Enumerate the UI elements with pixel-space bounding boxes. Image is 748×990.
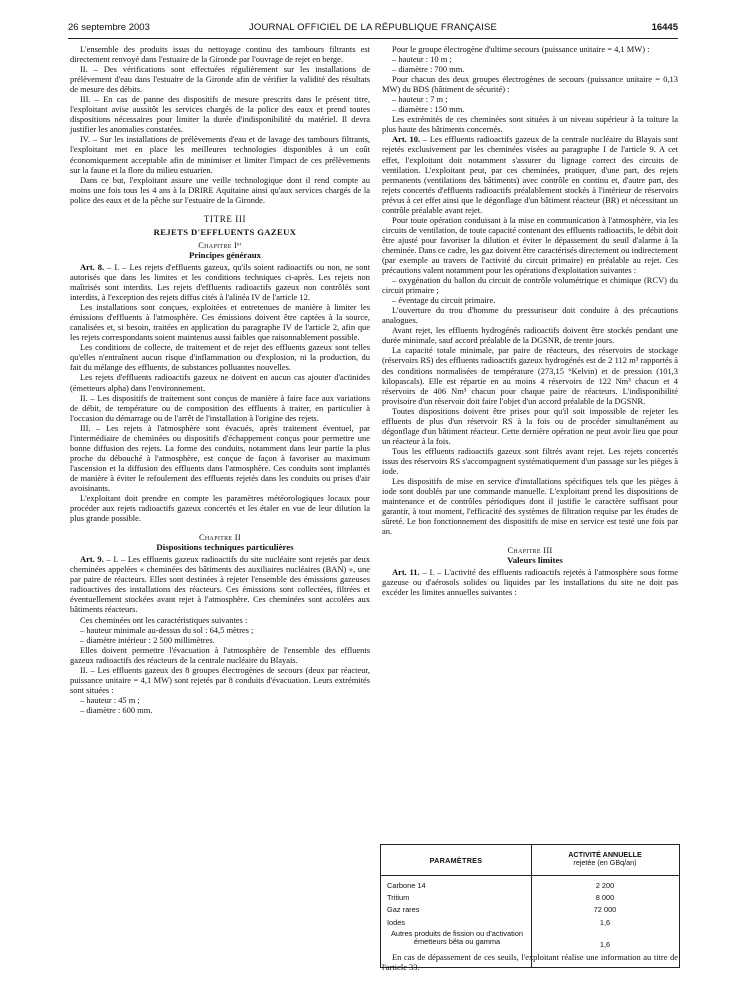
paragraph: Ces cheminées ont les caractéristiques suivantes : — [80, 614, 248, 625]
paragraph: Avant rejet, les effluents hydrogénés radioactifs doivent être stockés pendant une durée minimale, sauf accord préalable de la DGSNR, de trente jours. — [382, 325, 678, 346]
paragraph: III. – En cas de panne des dispositifs de mesure prescrits dans le présent titre, l'exploitant avise aussitôt les services chargés de la police des eaux et prend toutes dispositions nécessaires pour limiter la durée d'indisponibilité du matériel. Il devra justifier les anomalies constatées. — [70, 94, 370, 135]
chapter-title: Dispositions techniques particulières — [156, 542, 294, 553]
list-item: – hauteur : 45 m ; — [80, 694, 140, 705]
paragraph: Pour toute opération conduisant à la mise en communication à l'atmosphère, via les circuits de ventilation, de toute capacité contenant des effluents radioactifs, le débit doit être ajusté pour favoriser la dilution et éviter le dépassement du seuil d'alarme à la cheminée. Dans ce cadre, les gaz doivent être caractérisés directement ou indirectement (par exemple au travers de l'activité du circuit primaire) en préalable au rejet. Ces précautions valent notamment pour les opérations d'exploitation suivantes : — [382, 214, 678, 276]
paragraph: IV. – Sur les installations de prélèvements d'eau et de lavage des tambours filtrants, l'exploitant met en place les meilleures technologies disponibles à un coût économiquement acceptable afin de minimiser et limiter l'impact de ces prélèvements sur la faune et la flore du milieu estuarien. — [70, 134, 370, 175]
paragraph: L'exploitant doit prendre en compte les paramètres météorologiques locaux pour procéder aux rejets radioactifs gazeux concertés et les étaler en vue de leur dilution la plus grande possible. — [70, 493, 370, 524]
paragraph: Toutes dispositions doivent être prises pour qu'il soit impossible de rejeter les effluents de plus d'un réservoir RS à la fois ou de procéder simultanément au dégonflage d'un bâtiment réacteur. Cette dernière opération ne peut avoir lieu que pour un réacteur à la fois. — [382, 405, 678, 446]
article-label: Art. 10. — [392, 134, 421, 145]
paragraph: III. – Les rejets à l'atmosphère sont évacués, après traitement éventuel, par l'intermédiaire de cheminées ou dispositifs d'échappement conçus pour permettre une bonne diffusion des rejets. La forme des conduits, notamment dans leur partie la plus proche du débouché à l'atmosphère, est conçue de façon à favoriser au maximum l'ascension et la diffusion des effluents dans l'atmosphère. Ces conduits sont implantés de manière à éviter le refoulement des effluents rejetés dans les conduits ou prises d'air avoisinants. — [70, 422, 370, 493]
paragraph: Dans ce but, l'exploitant assure une veille technologique dont il rend compte au moins une fois tous les 4 ans à la DRIRE Aquitaine ainsi qu'aux services chargés de la police des eaux et de la pêche sur l'estuaire de la Gironde. — [70, 174, 370, 205]
parameter-label: Iodes — [387, 917, 406, 927]
list-item: – hauteur minimale au-dessus du sol : 64,5 mètres ; — [80, 624, 254, 635]
closing-paragraph — [382, 952, 678, 972]
column-header-activity: ACTIVITÉ ANNUELLE rejetée (en GBq/an) — [568, 850, 642, 868]
page-number: 16445 — [651, 22, 678, 33]
paragraph: Pour chacun des deux groupes électrogènes de secours (puissance unitaire = 0,13 MW) du BDS (bâtiment de sécurité) : — [382, 74, 678, 95]
article-label: Art. 9. — [80, 554, 104, 565]
paragraph: L'ensemble des produits issus du nettoyage continu des tambours filtrants est directement renvoyé dans l'estuaire de la Gironde par l'ouvrage de rejet en berge. — [70, 44, 370, 65]
issue-date: 26 septembre 2003 — [68, 22, 150, 33]
chapter-heading: Chapitre II — [199, 532, 241, 543]
paragraph: La capacité totale minimale, par paire de réacteurs, des réservoirs de stockage (réservoirs RS) des effluents radioactifs gazeux hydrogénés est de 2 112 m³ rapportés à des conditions normalisées de température (273,15 °Kelvin) et de pression (101,3 kilopascals). Elle est répartie en au moins 4 réservoirs de 122 Nm³ chacun et 4 réservoirs de 406 Nm³ chacun pour chaque paire de réacteurs. L'indisponibilité provisoire d'un réservoir doit faire l'objet d'un accord préalable de la DGSNR. — [382, 345, 678, 406]
list-item: – éventage du circuit primaire. — [392, 295, 496, 306]
article-8-paragraph: Art. 8. – I. – Les rejets d'effluents gazeux, qu'ils soient radioactifs ou non, ne sont autorisés que dans les limites et les conditions techniques ci-après. Les rejets non maîtrisés sont interdits. Les rejets d'effluents radioactifs gazeux non contrôlés sont interdits, à l'exception des rejets diffus cités à l'alinéa IV de l'article 12. — [70, 261, 370, 303]
article-label: Art. 11. — [392, 567, 420, 578]
paragraph: II. – Les dispositifs de traitement sont conçus de manière à faire face aux variations de débit, de température ou de composition des effluents à traiter, en particulier à l'occasion du démarrage ou de l'arrêt de l'installation à l'origine des rejets. — [70, 392, 370, 423]
activity-value: 72 000 — [593, 905, 617, 915]
parameter-label: Carbone 14 — [387, 881, 426, 890]
paragraph: Les rejets d'effluents radioactifs gazeux ne doivent en aucun cas ajouter d'actinides (émetteurs alpha) dans l'environnement. — [70, 372, 370, 393]
table-row — [381, 905, 679, 917]
paragraph: Elles doivent permettre l'évacuation à l'atmosphère de l'ensemble des effluents gazeux radioactifs des réacteurs de la centrale nucléaire du Blayais. — [70, 644, 370, 665]
paragraph: Les installations sont conçues, exploitées et entretenues de manière à limiter les émissions d'effluents à l'atmosphère. Ces émissions doivent être captées à la source, canalisées et, si besoin, traitées en application du paragraphe IV de l'article 2, afin que les rejets correspondants soient maintenus aussi faibles que raisonnablement possible. — [70, 302, 370, 343]
table-header — [381, 845, 679, 876]
table-row — [381, 930, 679, 952]
article-10-paragraph: Art. 10. – Les effluents radioactifs gazeux de la centrale nucléaire du Blayais sont rejetés exclusivement par les cheminées visées au paragraphe I de l'article 9. A cet effet, l'exploitant doit notamment s'assurer du lignage correct des circuits de ventilation. L'exploitant peut, par ces cheminées, pratiquer, d'une part, des rejets permanents (ventilations des bâtiments) avec contrôle en continu et, d'autre part, des rejets concertés d'effluents radioactifs préalablement stockés à l'intérieur de réservoirs prévus à cet effet ainsi que le dégonflage d'un bâtiment réacteur (BR) et nécessitant un contrôle préalable avant rejet. — [382, 134, 678, 215]
list-item: – hauteur : 7 m ; — [392, 94, 448, 105]
paragraph: Les extrémités de ces cheminées sont situées à un niveau supérieur à la toiture la plus haute des bâtiments concernés. — [382, 114, 678, 135]
parameter-label: Gaz rares — [387, 905, 420, 915]
paragraph: En cas de dépassement de ces seuils, l'exploitant réalise une information au titre de l'article 33. — [382, 952, 678, 973]
journal-title: JOURNAL OFFICIEL DE LA RÉPUBLIQUE FRANÇAISE — [248, 22, 498, 33]
activity-value: 2 200 — [595, 881, 615, 890]
list-item: – oxygénation du ballon du circuit de contrôle volumétrique et chimique (RCV) du circuit primaire ; — [382, 275, 678, 296]
table-row — [381, 893, 679, 905]
list-item: – diamètre : 150 mm. — [392, 104, 465, 115]
title-subheading: REJETS D'EFFLUENTS GAZEUX — [153, 226, 297, 237]
title-heading: TITRE III — [203, 213, 247, 224]
header-rule — [68, 38, 678, 39]
paragraph: Les conditions de collecte, de traitement et de rejet des effluents gazeux sont telles qu'elles n'entraînent aucun risque d'inflammation ou d'explosion, ni la production, du fait du mélange des effluents, de substances polluantes nouvelles. — [70, 342, 370, 373]
article-label: Art. 8. — [80, 261, 105, 272]
parameter-label: Tritium — [387, 893, 410, 903]
list-item: – diamètre : 700 mm. — [392, 64, 465, 75]
article-9-paragraph: Art. 9. – I. – Les effluents gazeux radioactifs du site nucléaire sont rejetés par deux cheminées appelées « cheminées des bâtiments des auxiliaires nucléaires (BAN) », une par paire de réacteurs. Elles sont destinées à rejeter l'ensemble des émissions gazeuses radioactives des installations des réacteurs. Ces émissions sont collectées, filtrées et éventuellement stockées avant rejet à l'atmosphère. Ces cheminées sont accolées aux bâtiments réacteurs. — [70, 554, 370, 615]
left-column — [70, 44, 370, 715]
paragraph: Pour le groupe électrogène d'ultime secours (puissance unitaire = 4,1 MW) : — [392, 44, 650, 54]
column-header-parameters: PARAMÈTRES — [429, 856, 483, 865]
table-row — [381, 881, 679, 893]
paragraph: II. – Des vérifications sont effectuées régulièrement sur les installations de prélèvement d'eau dans l'estuaire de la Gironde afin de vérifier la validité des résultats de mesure des débits. — [70, 64, 370, 95]
chapter-title: Valeurs limites — [507, 555, 563, 566]
paragraph: Tous les effluents radioactifs gazeux sont filtrés avant rejet. Les rejets concertés issus des réservoirs RS s'accompagnent systématiquement d'un passage sur les pièges à iode. — [382, 445, 678, 476]
activity-value: 1,6 — [599, 939, 611, 949]
activity-value: 1,6 — [599, 917, 611, 927]
page-header — [68, 20, 678, 36]
list-item: – hauteur : 10 m ; — [392, 54, 452, 65]
list-item: – diamètre : 600 mm. — [80, 704, 153, 715]
chapter-heading: Chapitre III — [507, 545, 553, 556]
parameter-label: Autres produits de fission ou d'activation émetteurs bêta ou gamma — [390, 929, 524, 947]
chapter-title: Principes généraux — [188, 249, 262, 260]
article-11-paragraph: Art. 11. – I. – L'activité des effluents radioactifs rejetés à l'atmosphère sous forme gazeuse ou d'aérosols solides ou liquides par les installations du site ne doit pas excéder les limites annuelles suivantes : — [382, 567, 678, 598]
list-item: – diamètre intérieur : 2 500 millimètres. — [80, 634, 215, 645]
chapter-heading: Chapitre Iᵉʳ — [198, 239, 242, 250]
activity-value: 8 000 — [595, 893, 615, 903]
table-row — [381, 918, 679, 930]
paragraph: Les dispositifs de mise en service d'installations spécifiques tels que les pièges à iode sont doublés par une commande manuelle. L'exploitant prend les dispositions de maintenance et de contrôles périodiques dont il justifie le caractère suffisant pour garantir, à tout moment, l'efficacité des systèmes de filtration requise par les études de sûreté. Le bon fonctionnement des dispositifs de mise en service est testé une fois par an. — [382, 476, 678, 537]
right-column — [382, 44, 678, 598]
annual-limits-table — [380, 844, 680, 968]
paragraph: L'ouverture du trou d'homme du pressuriseur doit conduire à des précautions analogues. — [382, 305, 678, 326]
paragraph: II. – Les effluents gazeux des 8 groupes électrogènes de secours (deux par réacteur, puissance unitaire = 4,1 MW) sont rejetés par 8 conduits d'évacuation. Leurs extrémités sont situées : — [70, 664, 370, 695]
